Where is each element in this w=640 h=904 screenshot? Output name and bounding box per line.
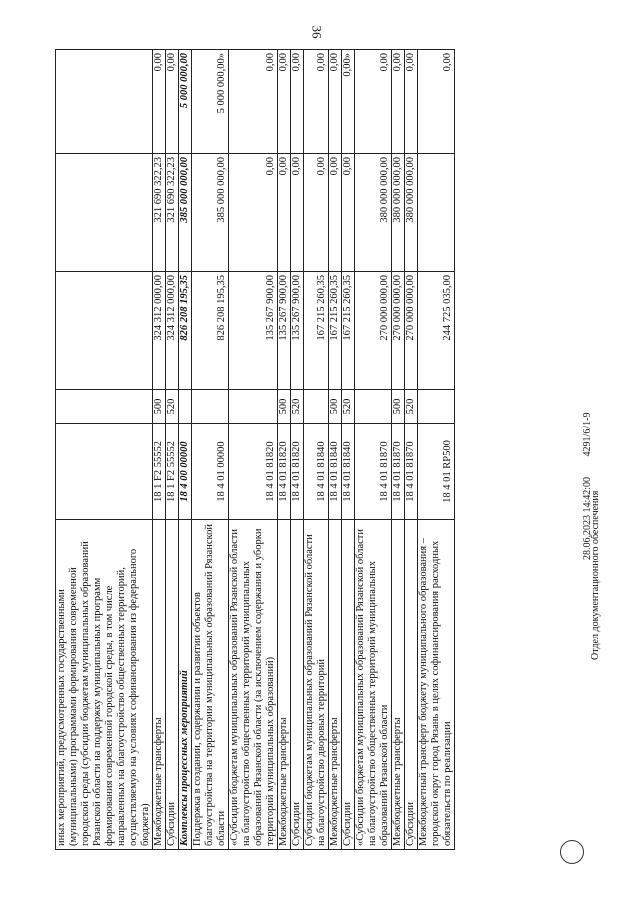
cell-code: 18 4 01 81870 (355, 424, 392, 520)
cell-name: Субсидии (405, 520, 418, 850)
table-row (153, 50, 166, 850)
cell-v3: 0,00 (329, 50, 342, 154)
cell-v1: 826 208 195,35 (192, 272, 229, 390)
cell-type (304, 390, 329, 424)
cell-v2: 385 000 000,00 (179, 154, 192, 272)
cell-v2: 321 690 322,23 (166, 154, 179, 272)
cell-v3: 5 000 000,00 (179, 50, 192, 154)
cell-v1: 135 267 900,00 (291, 272, 304, 390)
cell-type (418, 390, 455, 424)
footer-doc-id: 4291/6/1-9 (582, 412, 593, 457)
table-row (355, 50, 392, 850)
cell-v1: 135 267 900,00 (229, 272, 278, 390)
cell-code: 18 4 01 81840 (329, 424, 342, 520)
cell-v1: 324 312 000,00 (153, 272, 166, 390)
budget-table (55, 49, 455, 850)
cell-name: Межбюджетные трансферты (329, 520, 342, 850)
cell-v1: 167 215 260,35 (329, 272, 342, 390)
cell-v2: 0,00 (329, 154, 342, 272)
cell-type (229, 390, 278, 424)
cell-v3 (56, 50, 153, 154)
cell-name: Субсидии (291, 520, 304, 850)
cell-v2: 0,00 (342, 154, 355, 272)
cell-name: Межбюджетные трансферты (153, 520, 166, 850)
department-label: Отдел документационного обеспечения (590, 490, 601, 660)
cell-name: Субсидии бюджетам муниципальных образований Рязанской области на благоустройство дворовых территорий (304, 520, 329, 850)
table-row (291, 50, 304, 850)
cell-v3: 0,00 (229, 50, 278, 154)
cell-v2: 0,00 (304, 154, 329, 272)
table-row (166, 50, 179, 850)
cell-v1: 826 208 195,35 (179, 272, 192, 390)
table-row (56, 50, 153, 850)
cell-v1: 324 312 000,00 (166, 272, 179, 390)
table-row (278, 50, 291, 850)
cell-v3: 0,00 (405, 50, 418, 154)
table-row (342, 50, 355, 850)
cell-code: 18 4 01 81820 (229, 424, 278, 520)
table-row (192, 50, 229, 850)
cell-v1: 167 215 260,35 (304, 272, 329, 390)
footer (582, 395, 593, 560)
cell-v2: 0,00 (229, 154, 278, 272)
cell-code: 18 4 00 00000 (179, 424, 192, 520)
cell-v2: 380 000 000,00 (392, 154, 405, 272)
cell-code: 18 1 F2 55552 (153, 424, 166, 520)
cell-v2: 380 000 000,00 (405, 154, 418, 272)
cell-name: «Субсидии бюджетам муниципальных образований Рязанской области на благоустройство общественных территорий муниципальных образований Рязанской области (за исключением содержания и уборки территорий муниципальных образований) (229, 520, 278, 850)
cell-v3: 0,00 (418, 50, 455, 154)
table-row (329, 50, 342, 850)
cell-code: 18 4 01 81820 (278, 424, 291, 520)
emblem-icon (560, 840, 584, 864)
cell-name: Комплексы процессных мероприятий (179, 520, 192, 850)
cell-name: иных мероприятий, предусмотренных государственными (муниципальными) программами формирования современной городской среды (субсидии бюджетам муниципальных образований Рязанской области на поддержку муниципальных программ формирования современной городской среды, в том числе направленных на благоустройство общественных территорий, осуществляемую на условиях софинансирования из федерального бюджета) (56, 520, 153, 850)
cell-code: 18 4 01 81820 (291, 424, 304, 520)
budget-table-container (55, 50, 635, 850)
cell-v3: 0,00 (278, 50, 291, 154)
footer-datetime: 28.06.2023 14:42:00 (582, 476, 593, 560)
cell-type (56, 390, 153, 424)
cell-v3: 0,00» (342, 50, 355, 154)
cell-v3: 0,00 (304, 50, 329, 154)
cell-name: Межбюджетные трансферты (278, 520, 291, 850)
cell-type (355, 390, 392, 424)
table-row (229, 50, 278, 850)
table-row (179, 50, 192, 850)
cell-code (56, 424, 153, 520)
cell-name: Субсидии (166, 520, 179, 850)
cell-v1: 244 725 035,00 (418, 272, 455, 390)
cell-v2 (418, 154, 455, 272)
cell-name: Субсидии (342, 520, 355, 850)
cell-v1 (56, 272, 153, 390)
cell-code: 18 4 01 RP500 (418, 424, 455, 520)
cell-type: 520 (405, 390, 418, 424)
cell-name: «Субсидии бюджетам муниципальных образований Рязанской области на благоустройство общественных территорий муниципальных образований Рязанской области (355, 520, 392, 850)
cell-v1: 135 267 900,00 (278, 272, 291, 390)
cell-v3: 0,00 (291, 50, 304, 154)
cell-type: 520 (342, 390, 355, 424)
cell-code: 18 1 F2 55552 (166, 424, 179, 520)
cell-v2: 385 000 000,00 (192, 154, 229, 272)
cell-v2: 0,00 (278, 154, 291, 272)
cell-v3: 5 000 000,00» (192, 50, 229, 154)
cell-code: 18 4 01 81870 (405, 424, 418, 520)
cell-code: 18 4 01 00000 (192, 424, 229, 520)
cell-v3: 0,00 (166, 50, 179, 154)
cell-code: 18 4 01 81840 (304, 424, 329, 520)
cell-type (192, 390, 229, 424)
page-number: 36 (309, 25, 325, 39)
cell-type (179, 390, 192, 424)
table-row (418, 50, 455, 850)
cell-v2: 0,00 (291, 154, 304, 272)
cell-v3: 0,00 (153, 50, 166, 154)
cell-v1: 270 000 000,00 (392, 272, 405, 390)
table-row (392, 50, 405, 850)
cell-v2: 380 000 000,00 (355, 154, 392, 272)
cell-name: Межбюджетные трансферты (392, 520, 405, 850)
cell-type: 520 (166, 390, 179, 424)
cell-v1: 270 000 000,00 (405, 272, 418, 390)
cell-code: 18 4 01 81870 (392, 424, 405, 520)
cell-type: 500 (153, 390, 166, 424)
cell-code: 18 4 01 81840 (342, 424, 355, 520)
cell-v1: 167 215 260,35 (342, 272, 355, 390)
cell-type: 500 (278, 390, 291, 424)
table-row (405, 50, 418, 850)
cell-type: 500 (392, 390, 405, 424)
cell-v1: 270 000 000,00 (355, 272, 392, 390)
table-row (304, 50, 329, 850)
cell-name: Поддержка в создании, содержании и развитии объектов благоустройства на территории муниципальных образований Рязанской области (192, 520, 229, 850)
cell-v3: 0,00 (355, 50, 392, 154)
cell-type: 500 (329, 390, 342, 424)
cell-type: 520 (291, 390, 304, 424)
cell-name: Межбюджетный трансферт бюджету муниципального образования – городской округ город Рязань в целях софинансирования расходных обязательств по реализации (418, 520, 455, 850)
cell-v2: 321 690 322,23 (153, 154, 166, 272)
cell-v3: 0,00 (392, 50, 405, 154)
cell-v2 (56, 154, 153, 272)
